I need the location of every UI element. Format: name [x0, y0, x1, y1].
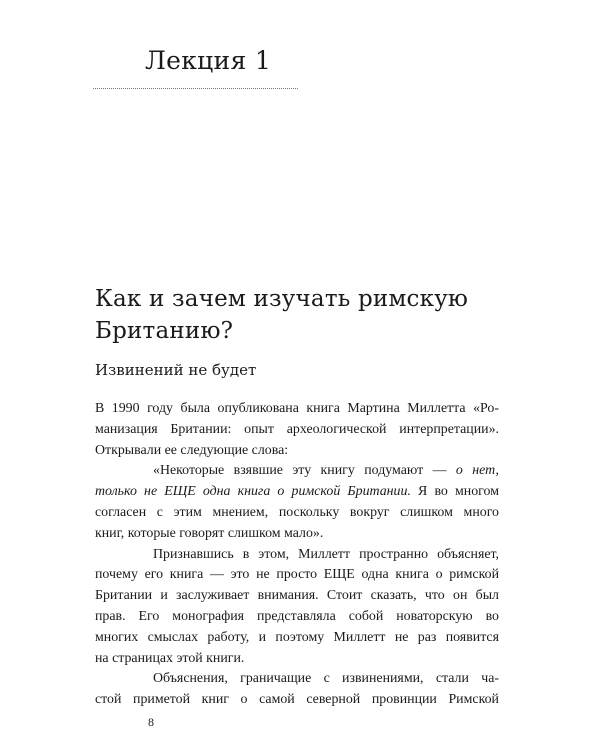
paragraph-2-line: на страницах этой книги.	[95, 650, 245, 666]
page-number: 8	[148, 715, 154, 729]
body-text	[95, 399, 499, 711]
lecture-divider	[93, 88, 298, 89]
chapter-title-line-1: Как и зачем изучать римскую	[95, 286, 469, 312]
paragraph-3-line: Объяснения, граничащие с извинениями, стали ча-	[153, 671, 499, 687]
quote-line	[95, 461, 499, 482]
paragraph-2-line: многих смыслах работу, и поэтому Миллетт не раз появится	[95, 629, 499, 645]
quote-text: «Некоторые взявшие эту книгу подумают —	[153, 463, 456, 479]
paragraph-1-line: Открывали ее следующие слова:	[95, 442, 289, 458]
paragraph-2-line: почему его книга — это не просто ЕЩЕ одна книга о римской	[95, 567, 499, 583]
paragraph-1-line: В 1990 году была опубликована книга Мартина Миллетта «Ро-	[95, 401, 499, 416]
lecture-label: Лекция 1	[145, 46, 272, 75]
quote-line	[95, 482, 499, 503]
section-subtitle: Извинений не будет	[95, 361, 257, 379]
paragraph-3-line: стой приметой книг о самой северной провинции Римской	[95, 692, 499, 708]
quote-text: Я во многом	[410, 484, 499, 500]
paragraph-2-line: Британии и заслуживает внимания. Стоит сказать, что он был	[95, 588, 499, 604]
quote-italic-text: только не ЕЩЕ одна книга о римской Британии.	[95, 484, 411, 500]
quote-line: согласен с этим мнением, поскольку вокруг слишком много	[95, 504, 499, 520]
paragraph-1-line: манизация Британии: опыт археологической интерпретации».	[95, 421, 499, 437]
quote-italic-text: о нет,	[455, 463, 499, 479]
paragraph-2-line: прав. Его монография представляла собой новаторскую во	[95, 608, 499, 624]
quote-line: книг, которые говорят слишком мало».	[95, 525, 324, 541]
chapter-title-line-2: Британию?	[95, 318, 234, 344]
paragraph-2-line: Признавшись в этом, Миллетт пространно объясняет,	[153, 546, 499, 562]
chapter-title	[95, 283, 535, 347]
